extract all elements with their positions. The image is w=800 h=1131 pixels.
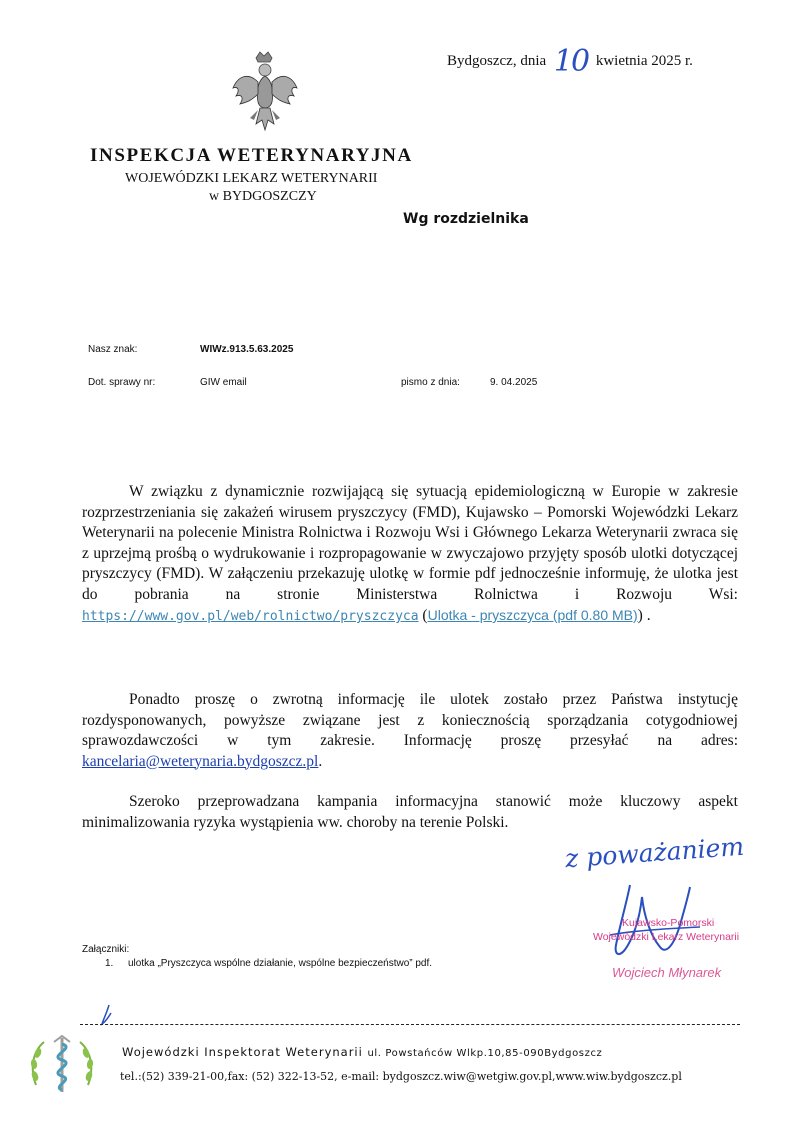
attachments-label: Załączniki: bbox=[82, 944, 130, 955]
footer-contact: tel.:(52) 339-21-00,fax: (52) 322-13-52, e-mail: bydgoszcz.wiw@wetgiw.gov.pl,www.wiw.bydgoszcz.pl bbox=[120, 1070, 682, 1083]
institution-subtitle: WOJEWÓDZKI LEKARZ WETERYNARII bbox=[125, 171, 378, 186]
case-value: GIW email bbox=[200, 377, 247, 388]
paragraph-3 bbox=[82, 792, 738, 833]
footer-organization bbox=[122, 1045, 602, 1059]
handwritten-mark bbox=[100, 1004, 114, 1031]
paragraph-2-text: Ponadto proszę o zwrotną informację ile ulotek zostało przez Państwa instytucję rozdysponowanych, powyższe związane jest z koniecznością sporządzania cotygodniowej sprawozdawczości w tym zakresie. Informację proszę przesyłać na adres: bbox=[82, 691, 738, 749]
ministry-link[interactable]: https://www.gov.pl/web/rolnictwo/pryszczyca bbox=[82, 609, 419, 624]
paragraph-3-text: Szeroko przeprowadzana kampania informacyjna stanowić może kluczowy aspekt minimalizowania ryzyka wystąpienia ww. choroby na terenie Polski. bbox=[82, 793, 738, 831]
eagle-emblem-icon bbox=[230, 50, 300, 136]
our-sign-label: Nasz znak: bbox=[88, 344, 138, 355]
paragraph-2: Ponadto proszę o zwrotną informację ile ulotek zostało przez Państwa instytucję rozdysponowanych, powyższe związane jest z koniecznością sporządzania cotygodniowej sprawozdawczości w tym zakresie. Informację proszę przesyłać na adres: kancelaria@weterynaria.bydgoszcz.pl. bbox=[82, 691, 738, 770]
date-suffix: kwietnia 2025 r. bbox=[595, 53, 693, 69]
letter-date-value: 9. 04.2025 bbox=[490, 377, 538, 388]
our-sign-value bbox=[200, 344, 293, 355]
footer-address: ul. Powstańców Wlkp.10,85-090Bydgoszcz bbox=[367, 1048, 603, 1059]
attachment-item: ulotka „Pryszczyca wspólne działanie, wspólne bezpieczeństwo” pdf. bbox=[128, 958, 433, 969]
veterinary-logo-icon bbox=[26, 1030, 98, 1100]
footer-org-name: Wojewódzki Inspektorat Weterynarii bbox=[122, 1045, 363, 1059]
letter-date bbox=[447, 38, 693, 79]
addressee: Wg rozdzielnika bbox=[403, 211, 529, 227]
paragraph-1-text: W związku z dynamicznie rozwijającą się sytuacją epidemiologiczną w Europie w zakresie rozprzestrzeniania się zakażeń wirusem pryszczycy (FMD), Kujawsko – Pomorski Wojewódzki Lekarz Weterynarii na polecenie Ministra Rolnictwa i Rozwoju Wsi i Głównego Lekarza Weterynarii zwraca się z uprzejmą prośbą o wydrukowanie i rozpropagowanie w zwyczajowo przyjęty sposób ulotki dotyczącej pryszczycy (FMD). W załączeniu przekazuję ulotkę w formie pdf jednocześnie informuję, że ulotka jest do pobrania na stronie Ministerstwa Rolnictwa i Rozwoju Wsi: bbox=[82, 483, 738, 603]
footer-divider bbox=[80, 1024, 740, 1025]
date-prefix: Bydgoszcz, dnia bbox=[447, 53, 547, 69]
letter-date-label: pismo z dnia: bbox=[401, 377, 460, 388]
email-link[interactable]: kancelaria@weterynaria.bydgoszcz.pl bbox=[82, 752, 319, 770]
handwritten-note: z poważaniem bbox=[564, 831, 745, 874]
handwritten-day: 10 bbox=[553, 44, 589, 79]
stamp-line-1: Kujawsko-Pomorski bbox=[622, 917, 715, 929]
institution-name: INSPEKCJA WETERYNARYJNA bbox=[90, 145, 413, 166]
stamp-name: Wojciech Młynarek bbox=[612, 965, 722, 980]
paragraph-1: W związku z dynamicznie rozwijającą się sytuacją epidemiologiczną w Europie w zakresie rozprzestrzeniania się zakażeń wirusem pryszczycy (FMD), Kujawsko – Pomorski Wojewódzki Lekarz Weterynarii na polecenie Ministra Rolnictwa i Rozwoju Wsi i Głównego Lekarza Weterynarii zwraca się z uprzejmą prośbą o wydrukowanie i rozpropagowanie w zwyczajowo przyjęty sposób ulotki dotyczącej pryszczycy (FMD). W załączeniu przekazuję ulotkę w formie pdf jednocześnie informuję, że ulotka jest do pobrania na stronie Ministerstwa Rolnictwa i Rozwoju Wsi: https://www.gov.pl/web/rolnictwo/pryszczyca (Ulotka - pryszczyca (pdf 0.80 MB)) . bbox=[82, 483, 738, 624]
attachment-number: 1. bbox=[105, 958, 114, 969]
stamp-line-2: Wojewódzki Lekarz Weterynarii bbox=[593, 931, 740, 943]
institution-city: w BYDGOSZCZY bbox=[209, 189, 317, 204]
case-label: Dot. sprawy nr: bbox=[88, 377, 156, 388]
our-sign-number: WIWz.913.5.63.2025 bbox=[200, 344, 294, 355]
leaflet-link[interactable]: Ulotka - pryszczyca (pdf 0.80 MB) bbox=[427, 607, 638, 623]
